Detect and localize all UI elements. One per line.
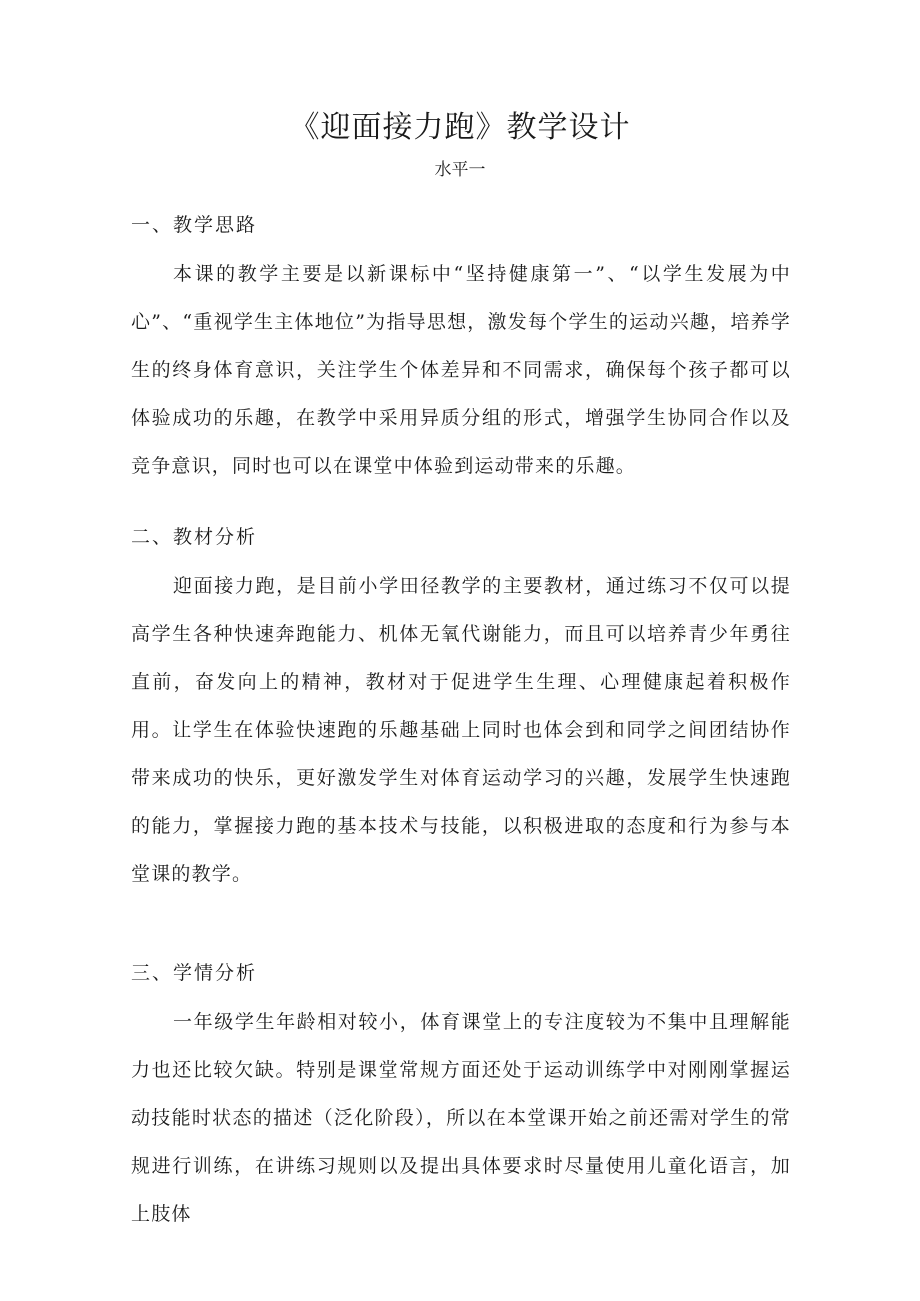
section-body-student-analysis: 一年级学生年龄相对较小，体育课堂上的专注度较为不集中且理解能力也还比较欠缺。特别是课堂常规方面还处于运动训练学中对刚刚掌握运动技能时状态的描述（泛化阶段），所以在本堂课开始之前还需对学生的常规进行训练，在讲练习规则以及提出具体要求时尽量使用儿童化语言，加上肢体 — [131, 1011, 791, 1225]
section-heading-teaching-approach: 一、教学思路 — [131, 214, 258, 236]
document-title: 《迎面接力跑》教学设计 — [289, 110, 631, 145]
section-heading-student-analysis: 三、学情分析 — [131, 962, 258, 984]
document-subtitle: 水平一 — [434, 160, 486, 180]
section-heading-material-analysis: 二、教材分析 — [131, 526, 258, 548]
section-body-teaching-approach: 本课的教学主要是以新课标中“坚持健康第一”、“以学生发展为中心”、“重视学生主体地位”为指导思想，激发每个学生的运动兴趣，培养学生的终身体育意识，关注学生个体差异和不同需求，确保每个孩子都可以体验成功的乐趣，在教学中采用异质分组的形式，增强学生协同合作以及竞争意识，同时也可以在课堂中体验到运动带来的乐趣。 — [131, 263, 791, 477]
section-body-material-analysis: 迎面接力跑，是目前小学田径教学的主要教材，通过练习不仅可以提高学生各种快速奔跑能力、机体无氧代谢能力，而且可以培养青少年勇往直前，奋发向上的精神，教材对于促进学生生理、心理健康起着积极作用。让学生在体验快速跑的乐趣基础上同时也体会到和同学之间团结协作带来成功的快乐，更好激发学生对体育运动学习的兴趣，发展学生快速跑的能力，掌握接力跑的基本技术与技能，以积极进取的态度和行为参与本堂课的教学。 — [131, 575, 791, 885]
